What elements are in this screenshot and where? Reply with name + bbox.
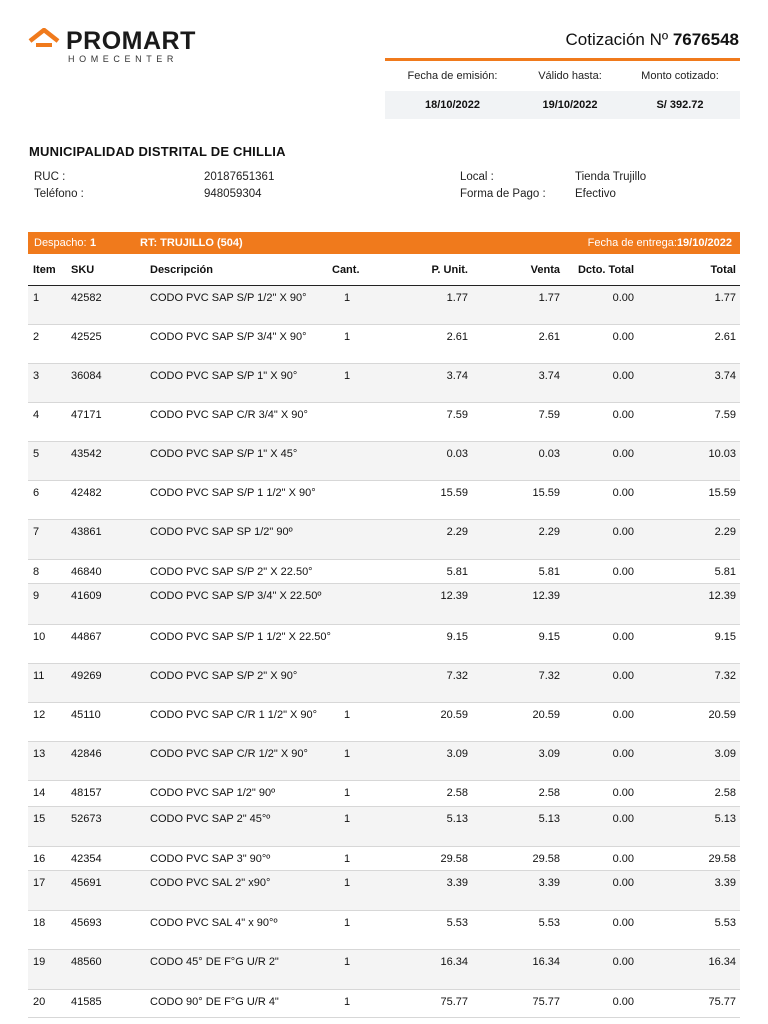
row-unit-price: 16.34 bbox=[440, 956, 468, 968]
row-discount: 0.00 bbox=[612, 813, 634, 825]
row-quantity: 1 bbox=[344, 292, 351, 304]
header-unit-price: P. Unit. bbox=[431, 264, 468, 276]
dispatch-number: 1 bbox=[90, 237, 97, 249]
header-sale: Venta bbox=[530, 264, 560, 276]
table-row bbox=[28, 520, 740, 560]
row-quantity: 1 bbox=[344, 877, 351, 889]
dispatch-bar bbox=[28, 232, 740, 254]
row-item: 9 bbox=[33, 590, 40, 602]
row-description: CODO PVC SAP 3" 90°º bbox=[150, 853, 271, 865]
row-sku: 45110 bbox=[71, 709, 101, 721]
row-total: 2.29 bbox=[714, 526, 736, 538]
row-unit-price: 7.32 bbox=[446, 670, 468, 682]
row-total: 15.59 bbox=[708, 487, 736, 499]
row-unit-price: 5.53 bbox=[446, 917, 468, 929]
row-total: 16.34 bbox=[708, 956, 736, 968]
row-total: 3.09 bbox=[714, 748, 736, 760]
quote-number: 7676548 bbox=[672, 30, 739, 49]
row-description: CODO PVC SAP SP 1/2" 90º bbox=[150, 526, 293, 538]
row-item: 11 bbox=[33, 670, 45, 682]
table-row bbox=[28, 950, 740, 990]
row-sale: 7.59 bbox=[538, 409, 560, 421]
row-description: CODO PVC SAP 1/2" 90º bbox=[150, 787, 276, 799]
row-unit-price: 5.13 bbox=[446, 813, 468, 825]
local-value: Tienda Trujillo bbox=[575, 171, 647, 183]
row-sku: 52673 bbox=[71, 813, 102, 825]
row-total: 10.03 bbox=[708, 448, 736, 460]
table-row bbox=[28, 403, 740, 442]
table-row bbox=[28, 911, 740, 950]
row-unit-price: 1.77 bbox=[446, 292, 468, 304]
row-description: CODO PVC SAP C/R 1 1/2" X 90° bbox=[150, 709, 318, 721]
quote-title bbox=[565, 30, 739, 50]
local-label: Local : bbox=[460, 171, 494, 183]
row-discount: 0.00 bbox=[612, 877, 634, 889]
dispatch-label: Despacho: bbox=[34, 237, 87, 249]
row-description: CODO PVC SAP S/P 2" X 90° bbox=[150, 670, 298, 682]
row-description: CODO PVC SAL 4" x 90°º bbox=[150, 917, 278, 929]
row-unit-price: 75.77 bbox=[440, 996, 468, 1008]
dispatch-route: RT: TRUJILLO (504) bbox=[140, 237, 243, 249]
row-sale: 5.13 bbox=[538, 813, 560, 825]
row-sku: 41609 bbox=[71, 590, 102, 602]
client-name: MUNICIPALIDAD DISTRITAL DE CHILLIA bbox=[29, 144, 286, 159]
delivery-date bbox=[588, 237, 732, 249]
row-item: 1 bbox=[33, 292, 40, 304]
row-item: 3 bbox=[33, 370, 40, 382]
row-unit-price: 3.09 bbox=[446, 748, 468, 760]
row-sku: 44867 bbox=[71, 631, 102, 643]
row-sku: 46840 bbox=[71, 566, 102, 578]
row-sku: 47171 bbox=[71, 409, 102, 421]
row-quantity: 1 bbox=[344, 370, 351, 382]
promart-logo bbox=[28, 26, 208, 68]
valid-until-value: 19/10/2022 bbox=[542, 99, 598, 111]
table-row bbox=[28, 560, 740, 584]
row-total: 5.81 bbox=[714, 566, 736, 578]
row-discount: 0.00 bbox=[612, 448, 634, 460]
row-description: CODO PVC SAP 2" 45°º bbox=[150, 813, 271, 825]
delivery-label: Fecha de entrega: bbox=[587, 237, 677, 249]
row-sale: 75.77 bbox=[532, 996, 560, 1008]
row-total: 75.77 bbox=[708, 996, 736, 1008]
valid-until-label: Válido hasta: bbox=[538, 70, 602, 82]
ruc-value: 20187651361 bbox=[204, 171, 275, 183]
row-total: 5.53 bbox=[714, 917, 736, 929]
row-description: CODO PVC SAP S/P 1" X 45° bbox=[150, 448, 298, 460]
row-discount: 0.00 bbox=[612, 409, 634, 421]
row-sku: 48157 bbox=[71, 787, 102, 799]
row-sale: 16.34 bbox=[532, 956, 560, 968]
row-description: CODO PVC SAP S/P 3/4" X 22.50º bbox=[150, 590, 322, 602]
row-description: CODO 90° DE F°G U/R 4" bbox=[150, 996, 279, 1008]
table-row bbox=[28, 742, 740, 781]
row-sku: 42354 bbox=[71, 853, 102, 865]
row-item: 15 bbox=[33, 813, 46, 825]
row-quantity: 1 bbox=[344, 917, 351, 929]
row-item: 6 bbox=[33, 487, 40, 499]
row-quantity: 1 bbox=[344, 813, 351, 825]
row-total: 7.32 bbox=[714, 670, 736, 682]
row-unit-price: 5.81 bbox=[446, 566, 468, 578]
row-sku: 48560 bbox=[71, 956, 102, 968]
payment-label: Forma de Pago : bbox=[460, 188, 546, 200]
row-discount: 0.00 bbox=[612, 331, 634, 343]
header-item: Item bbox=[33, 264, 56, 276]
row-unit-price: 2.58 bbox=[446, 787, 468, 799]
row-discount: 0.00 bbox=[612, 670, 634, 682]
table-row bbox=[28, 625, 740, 664]
row-quantity: 1 bbox=[344, 709, 351, 721]
row-sku: 43542 bbox=[71, 448, 102, 460]
row-sale: 5.53 bbox=[538, 917, 560, 929]
row-discount: 0.00 bbox=[612, 853, 634, 865]
row-description: CODO PVC SAP S/P 1/2" X 90° bbox=[150, 292, 307, 304]
row-sale: 2.29 bbox=[538, 526, 560, 538]
row-unit-price: 2.29 bbox=[446, 526, 468, 538]
header-sku: SKU bbox=[71, 264, 95, 276]
phone-value: 948059304 bbox=[204, 188, 262, 200]
row-discount: 0.00 bbox=[612, 956, 634, 968]
row-sale: 0.03 bbox=[538, 448, 560, 460]
table-row bbox=[28, 847, 740, 871]
header-description: Descripción bbox=[150, 264, 213, 276]
row-quantity: 1 bbox=[344, 996, 351, 1008]
row-discount: 0.00 bbox=[612, 631, 634, 643]
row-quantity: 1 bbox=[344, 853, 351, 865]
house-roof-icon bbox=[28, 28, 60, 52]
emission-date-label: Fecha de emisión: bbox=[407, 70, 498, 82]
header-quantity: Cant. bbox=[332, 264, 360, 276]
payment-value: Efectivo bbox=[575, 188, 616, 200]
amount-label: Monto cotizado: bbox=[641, 70, 719, 82]
row-item: 16 bbox=[33, 853, 46, 865]
row-total: 1.77 bbox=[714, 292, 736, 304]
row-total: 3.39 bbox=[714, 877, 736, 889]
row-item: 7 bbox=[33, 526, 40, 538]
row-sale: 7.32 bbox=[538, 670, 560, 682]
row-quantity: 1 bbox=[344, 956, 351, 968]
quote-label: Cotización Nº bbox=[565, 30, 669, 49]
header-discount: Dcto. Total bbox=[577, 264, 634, 276]
row-sku: 45691 bbox=[71, 877, 102, 889]
row-description: CODO PVC SAP C/R 3/4" X 90° bbox=[150, 409, 308, 421]
row-sku: 49269 bbox=[71, 670, 102, 682]
row-discount: 0.00 bbox=[612, 566, 634, 578]
row-discount: 0.00 bbox=[612, 487, 634, 499]
row-total: 2.58 bbox=[714, 787, 736, 799]
row-sale: 12.39 bbox=[532, 590, 560, 602]
table-row bbox=[28, 442, 740, 481]
table-row bbox=[28, 325, 740, 364]
row-item: 8 bbox=[33, 566, 40, 578]
row-total: 12.39 bbox=[708, 590, 736, 602]
row-discount: 0.00 bbox=[612, 917, 634, 929]
row-sale: 15.59 bbox=[532, 487, 560, 499]
row-sku: 45693 bbox=[71, 917, 102, 929]
row-item: 4 bbox=[33, 409, 40, 421]
row-sale: 3.09 bbox=[538, 748, 560, 760]
row-description: CODO PVC SAP S/P 1 1/2" X 22.50° bbox=[150, 631, 331, 643]
row-quantity: 1 bbox=[344, 748, 351, 760]
row-item: 10 bbox=[33, 631, 46, 643]
row-unit-price: 2.61 bbox=[446, 331, 468, 343]
row-discount: 0.00 bbox=[612, 787, 634, 799]
table-row bbox=[28, 807, 740, 847]
row-sale: 5.81 bbox=[538, 566, 560, 578]
row-sku: 41585 bbox=[71, 996, 102, 1008]
row-sku: 36084 bbox=[71, 370, 102, 382]
table-row bbox=[28, 664, 740, 703]
row-sku: 42482 bbox=[71, 487, 102, 499]
row-item: 12 bbox=[33, 709, 46, 721]
phone-label: Teléfono : bbox=[34, 188, 84, 200]
row-total: 20.59 bbox=[708, 709, 736, 721]
delivery-value: 19/10/2022 bbox=[676, 237, 732, 249]
table-row bbox=[28, 481, 740, 520]
row-description: CODO PVC SAP S/P 1 1/2" X 90° bbox=[150, 487, 316, 499]
row-sale: 2.58 bbox=[538, 787, 560, 799]
table-row bbox=[28, 584, 740, 625]
ruc-label: RUC : bbox=[34, 171, 66, 183]
row-item: 18 bbox=[33, 917, 46, 929]
row-unit-price: 29.58 bbox=[440, 853, 468, 865]
row-sale: 1.77 bbox=[538, 292, 560, 304]
row-item: 17 bbox=[33, 877, 46, 889]
row-sku: 42525 bbox=[71, 331, 102, 343]
row-sku: 42846 bbox=[71, 748, 102, 760]
row-description: CODO PVC SAL 2" x90° bbox=[150, 877, 271, 889]
table-row bbox=[28, 781, 740, 807]
row-unit-price: 20.59 bbox=[440, 709, 468, 721]
brand-name: PROMART bbox=[66, 27, 196, 55]
row-unit-price: 3.74 bbox=[446, 370, 468, 382]
row-unit-price: 9.15 bbox=[446, 631, 468, 643]
row-description: CODO PVC SAP S/P 2" X 22.50° bbox=[150, 566, 313, 578]
brand-subtitle: HOMECENTER bbox=[68, 54, 179, 64]
emission-date-value: 18/10/2022 bbox=[424, 99, 481, 111]
row-total: 9.15 bbox=[714, 631, 736, 643]
row-discount: 0.00 bbox=[612, 370, 634, 382]
row-sale: 2.61 bbox=[538, 331, 560, 343]
row-sale: 29.58 bbox=[532, 853, 560, 865]
row-item: 20 bbox=[33, 996, 46, 1008]
row-unit-price: 7.59 bbox=[446, 409, 468, 421]
row-item: 2 bbox=[33, 331, 40, 343]
row-quantity: 1 bbox=[344, 787, 351, 799]
row-total: 3.74 bbox=[714, 370, 736, 382]
table-row bbox=[28, 871, 740, 911]
amount-value: S/ 392.72 bbox=[656, 99, 704, 111]
row-description: CODO 45° DE F°G U/R 2" bbox=[150, 956, 279, 968]
row-quantity: 1 bbox=[344, 331, 351, 343]
row-item: 19 bbox=[33, 956, 46, 968]
table-row bbox=[28, 990, 740, 1018]
row-total: 7.59 bbox=[714, 409, 736, 421]
table-row bbox=[28, 364, 740, 403]
row-description: CODO PVC SAP S/P 1" X 90° bbox=[150, 370, 298, 382]
table-header bbox=[28, 258, 740, 286]
row-sale: 3.74 bbox=[538, 370, 560, 382]
row-total: 29.58 bbox=[708, 853, 736, 865]
row-description: CODO PVC SAP C/R 1/2" X 90° bbox=[150, 748, 308, 760]
row-sku: 43861 bbox=[71, 526, 102, 538]
table-row bbox=[28, 286, 740, 325]
row-sale: 9.15 bbox=[538, 631, 560, 643]
row-sale: 3.39 bbox=[538, 877, 560, 889]
row-item: 14 bbox=[33, 787, 46, 799]
header-total: Total bbox=[710, 264, 736, 276]
row-sale: 20.59 bbox=[532, 709, 560, 721]
row-unit-price: 3.39 bbox=[446, 877, 468, 889]
row-discount: 0.00 bbox=[612, 526, 634, 538]
row-unit-price: 12.39 bbox=[440, 590, 468, 602]
row-discount: 0.00 bbox=[612, 748, 634, 760]
row-item: 5 bbox=[33, 448, 40, 460]
row-item: 13 bbox=[33, 748, 46, 760]
row-discount: 0.00 bbox=[612, 996, 634, 1008]
row-unit-price: 0.03 bbox=[446, 448, 468, 460]
quote-summary bbox=[385, 58, 740, 119]
row-discount: 0.00 bbox=[612, 709, 634, 721]
table-row bbox=[28, 703, 740, 742]
row-total: 5.13 bbox=[714, 813, 736, 825]
row-description: CODO PVC SAP S/P 3/4" X 90° bbox=[150, 331, 307, 343]
row-total: 2.61 bbox=[714, 331, 736, 343]
row-discount: 0.00 bbox=[612, 292, 634, 304]
row-unit-price: 15.59 bbox=[440, 487, 468, 499]
row-sku: 42582 bbox=[71, 292, 102, 304]
